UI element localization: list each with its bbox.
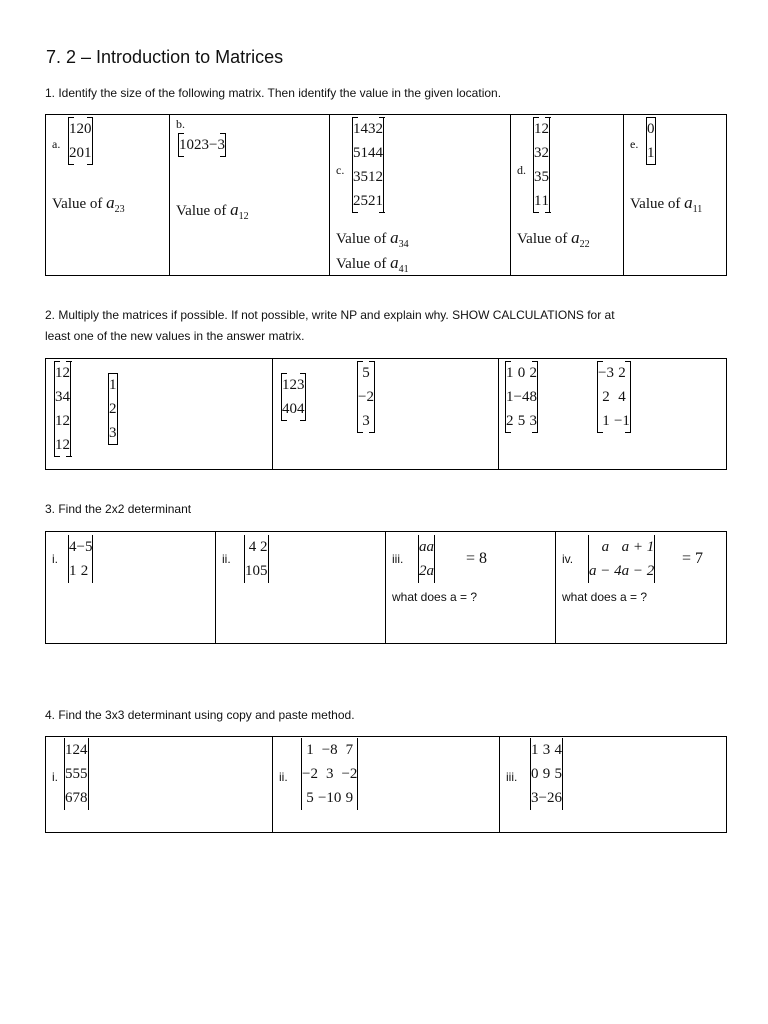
q3-cell-i bbox=[46, 532, 216, 644]
q2p2-left-entry: 2 bbox=[289, 377, 297, 393]
q2p1-left-entry: 1 bbox=[55, 437, 63, 453]
q1c-matrix bbox=[352, 117, 384, 213]
q2p3-right-entry: 2 bbox=[618, 365, 626, 381]
q3iii-det-entry: a bbox=[426, 563, 434, 579]
q1b-matrix-row bbox=[179, 133, 226, 157]
q2p1-left-row bbox=[55, 385, 71, 409]
q1a-label: a. bbox=[52, 137, 61, 151]
q1c-matrix-entry: 1 bbox=[368, 169, 376, 185]
q1a-value-prompt: Value of $a_{23}$ bbox=[52, 193, 125, 215]
question-3-prompt: 3. Find the 2x2 determinant bbox=[45, 502, 192, 516]
q4iii-det-row bbox=[531, 786, 563, 810]
q3i-det-entry: 4 bbox=[69, 539, 77, 555]
q1d-matrix bbox=[533, 117, 550, 213]
q4iii-det-entry: 6 bbox=[554, 790, 562, 806]
q2p3-left-entry: 1 bbox=[506, 389, 514, 405]
q4-cell-i bbox=[46, 737, 273, 833]
q4iii-det-entry: 9 bbox=[542, 766, 551, 782]
q3-cell-ii bbox=[216, 532, 386, 644]
q2p3-left-matrix bbox=[505, 361, 538, 433]
q1a-matrix-entry: 1 bbox=[69, 121, 77, 137]
q3ii-det-row bbox=[245, 559, 269, 583]
q2p2-left-matrix bbox=[281, 373, 306, 421]
q4ii-det-entry: 7 bbox=[345, 742, 354, 758]
q2p1-right-row bbox=[109, 421, 118, 445]
q1d-matrix-row bbox=[534, 189, 550, 213]
q4i-label: i. bbox=[52, 770, 58, 784]
q1-cell-e bbox=[624, 115, 727, 276]
q2p3-left-row bbox=[506, 385, 538, 409]
q2p2-right-entry: −2 bbox=[358, 389, 374, 405]
q1c-label: c. bbox=[336, 163, 345, 177]
q1c-matrix-entry: 4 bbox=[360, 121, 368, 137]
q4iii-determinant bbox=[530, 738, 563, 810]
q1c-matrix-entry: 3 bbox=[353, 169, 361, 185]
question-2-prompt bbox=[45, 305, 725, 347]
q2p2-left-entry: 1 bbox=[282, 377, 290, 393]
q4iii-det-entry: 0 bbox=[531, 766, 539, 782]
q1b-matrix-entry: 3 bbox=[201, 137, 209, 153]
q4i-det-entry: 4 bbox=[80, 742, 88, 758]
q4i-determinant bbox=[64, 738, 89, 810]
q2p2-left-row bbox=[282, 397, 306, 421]
q2p2-right-row bbox=[358, 409, 375, 433]
q1d-matrix-entry: 3 bbox=[534, 145, 542, 161]
q4iii-det-entry: 5 bbox=[554, 766, 562, 782]
q1e-matrix-row bbox=[647, 117, 656, 141]
q2p3-left-entry: 8 bbox=[529, 389, 537, 405]
q4iii-det-entry: −2 bbox=[538, 790, 555, 806]
q3i-det-entry: 1 bbox=[69, 563, 77, 579]
q4ii-det-entry: 3 bbox=[325, 766, 334, 782]
q4iii-det-row bbox=[531, 738, 563, 762]
q3iv-det-row bbox=[589, 535, 655, 559]
q2p3-right-entry: −3 bbox=[598, 365, 614, 381]
q1c-matrix-entry: 1 bbox=[353, 121, 361, 137]
q2p1-left-entry: 1 bbox=[55, 365, 63, 381]
q1c-matrix-row bbox=[353, 117, 384, 141]
q1c-matrix-entry: 3 bbox=[368, 121, 376, 137]
q2p3-left-row bbox=[506, 361, 538, 385]
q2p2-left-entry: 0 bbox=[289, 401, 297, 417]
q3i-determinant bbox=[68, 535, 93, 583]
q3ii-det-row bbox=[245, 535, 269, 559]
q2p1-left-entry: 2 bbox=[62, 413, 70, 429]
q1d-matrix-entry: 1 bbox=[534, 121, 542, 137]
q2p3-right-entry: 4 bbox=[618, 389, 626, 405]
q1d-matrix-entry: 3 bbox=[534, 169, 542, 185]
q2p1-right-row bbox=[109, 397, 118, 421]
q4ii-det-entry: −8 bbox=[321, 742, 338, 758]
q3iii-determinant bbox=[418, 535, 435, 583]
q2p2-right-entry: 5 bbox=[362, 365, 370, 381]
q2p3-right-row bbox=[598, 385, 631, 409]
q1d-label: d. bbox=[517, 163, 526, 177]
q4i-det-entry: 5 bbox=[65, 766, 73, 782]
q1d-matrix-entry: 1 bbox=[541, 193, 549, 209]
q2p3-left-entry: −4 bbox=[513, 389, 530, 405]
q1a-matrix-entry: 0 bbox=[84, 121, 92, 137]
q3i-label: i. bbox=[52, 552, 58, 566]
q2p1-left-entry: 2 bbox=[62, 437, 70, 453]
q2p2-right-row bbox=[358, 385, 375, 409]
q1e-matrix-row bbox=[647, 141, 656, 165]
q1a-matrix-entry: 2 bbox=[69, 145, 77, 161]
q2p3-right-row bbox=[598, 361, 631, 385]
q1d-matrix-entry: 1 bbox=[534, 193, 542, 209]
q2p3-right-matrix bbox=[597, 361, 631, 433]
q4ii-det-entry: −10 bbox=[317, 790, 342, 806]
q3iv-question: what does a = ? bbox=[562, 590, 648, 604]
q1d-matrix-entry: 5 bbox=[541, 169, 549, 185]
q3iv-det-entry: a bbox=[601, 539, 610, 555]
q3i-det-row bbox=[69, 535, 93, 559]
q2p1-left-row bbox=[55, 433, 71, 457]
question-3-table bbox=[45, 531, 727, 644]
q2p3-right-entry: 2 bbox=[602, 389, 610, 405]
q1c-matrix-entry: 2 bbox=[353, 193, 361, 209]
q4iii-det-row bbox=[531, 762, 563, 786]
q2p2-left-entry: 4 bbox=[282, 401, 290, 417]
question-4-table bbox=[45, 736, 727, 833]
q4ii-det-row bbox=[302, 762, 358, 786]
q1-cell-b bbox=[170, 115, 330, 276]
q4i-det-row bbox=[65, 762, 89, 786]
q1a-matrix-entry: 1 bbox=[84, 145, 92, 161]
q3iii-det-entry: a bbox=[426, 539, 434, 555]
q4i-det-entry: 1 bbox=[65, 742, 73, 758]
q1d-matrix-entry: 2 bbox=[541, 121, 549, 137]
q1b-matrix-entry: 1 bbox=[179, 137, 187, 153]
q1e-value-prompt: Value of $a_{11}$ bbox=[630, 193, 703, 215]
q3i-det-entry: 2 bbox=[80, 563, 89, 579]
q4ii-det-entry: −2 bbox=[302, 766, 318, 782]
q2-cell-1 bbox=[46, 359, 273, 470]
q3ii-det-entry: 2 bbox=[260, 539, 268, 555]
q2p3-left-row bbox=[506, 409, 538, 433]
q1a-matrix-row bbox=[69, 117, 93, 141]
q1b-matrix-entry: 0 bbox=[186, 137, 194, 153]
q1d-value-prompt: Value of $a_{22}$ bbox=[517, 228, 590, 250]
q4i-det-entry: 5 bbox=[72, 766, 80, 782]
q1c-matrix-entry: 4 bbox=[375, 145, 383, 161]
q3iv-label: iv. bbox=[562, 552, 574, 566]
q2p3-right-row bbox=[598, 409, 631, 433]
q4iii-det-entry: 1 bbox=[531, 742, 539, 758]
q1d-matrix-row bbox=[534, 141, 550, 165]
q1c-matrix-entry: 4 bbox=[368, 145, 376, 161]
q1-cell-a bbox=[46, 115, 170, 276]
q4iii-det-entry: 3 bbox=[542, 742, 551, 758]
q4ii-label: ii. bbox=[279, 770, 288, 784]
q1a-matrix-row bbox=[69, 141, 93, 165]
q1c-matrix-entry: 2 bbox=[375, 121, 383, 137]
q4iii-det-entry: 3 bbox=[531, 790, 539, 806]
q2p1-right-entry: 2 bbox=[109, 401, 117, 417]
q3ii-det-entry: 10 bbox=[245, 563, 260, 579]
q1c-matrix-entry: 2 bbox=[368, 193, 376, 209]
q3iv-det-entry: a − 4 bbox=[589, 563, 622, 579]
q3iii-det-row bbox=[419, 535, 435, 559]
q3iii-label: iii. bbox=[392, 552, 404, 566]
q2p1-left-entry: 3 bbox=[55, 389, 63, 405]
q1c-matrix-entry: 5 bbox=[353, 145, 361, 161]
q2p3-left-entry: 2 bbox=[529, 365, 537, 381]
q2p2-right-row bbox=[358, 361, 375, 385]
q3iv-det-entry: a + 1 bbox=[621, 539, 655, 555]
q2p1-left-entry: 4 bbox=[62, 389, 70, 405]
q1b-label: b. bbox=[176, 117, 185, 131]
q3iv-det-entry: a − 2 bbox=[621, 563, 655, 579]
q2-cell-2 bbox=[273, 359, 499, 470]
q2p2-right-entry: 3 bbox=[362, 413, 370, 429]
question-4-prompt: 4. Find the 3x3 determinant using copy and paste method. bbox=[45, 708, 355, 722]
q1b-matrix-entry: 2 bbox=[194, 137, 202, 153]
q2-cell-3 bbox=[499, 359, 727, 470]
q1c-matrix-entry: 2 bbox=[375, 169, 383, 185]
question-1-table bbox=[45, 114, 727, 276]
q1d-matrix-row bbox=[534, 165, 550, 189]
q3iii-det-entry: a bbox=[419, 539, 427, 555]
q1a-matrix bbox=[68, 117, 93, 165]
q4i-det-entry: 2 bbox=[72, 742, 80, 758]
q2p2-right-matrix bbox=[357, 361, 375, 433]
q2p1-left-entry: 2 bbox=[62, 365, 70, 381]
q1d-matrix-entry: 2 bbox=[541, 145, 549, 161]
q4-cell-iii bbox=[500, 737, 727, 833]
q4ii-det-row bbox=[302, 738, 358, 762]
q1c-matrix-entry: 1 bbox=[360, 145, 368, 161]
q3iii-equals: = 8 bbox=[466, 550, 488, 567]
q2p3-right-entry: −1 bbox=[613, 413, 630, 429]
q3ii-label: ii. bbox=[222, 552, 231, 566]
q2p1-left-entry: 1 bbox=[55, 413, 63, 429]
q1c-matrix-entry: 5 bbox=[360, 193, 368, 209]
question-2-table bbox=[45, 358, 727, 470]
q2p3-right-entry: 1 bbox=[602, 413, 610, 429]
q3i-det-row bbox=[69, 559, 93, 583]
q2p1-left-matrix bbox=[54, 361, 71, 457]
question-2-prompt-line-2: least one of the new values in the answer matrix. bbox=[45, 329, 305, 343]
q2p3-left-entry: 1 bbox=[506, 365, 514, 381]
q4i-det-entry: 5 bbox=[80, 766, 88, 782]
q2p3-left-entry: 5 bbox=[517, 413, 526, 429]
q2p1-right-entry: 1 bbox=[109, 377, 117, 393]
q2p1-left-row bbox=[55, 409, 71, 433]
q4ii-det-entry: −2 bbox=[341, 766, 358, 782]
q3iii-det-entry: 2 bbox=[419, 563, 427, 579]
q4ii-det-row bbox=[302, 786, 358, 810]
q1a-matrix-entry: 0 bbox=[76, 145, 84, 161]
q4iii-det-entry: 4 bbox=[554, 742, 562, 758]
q4ii-det-entry: 9 bbox=[345, 790, 354, 806]
q4iii-label: iii. bbox=[506, 770, 518, 784]
q1-cell-d bbox=[511, 115, 624, 276]
q2p3-left-entry: 3 bbox=[529, 413, 537, 429]
q2p3-left-entry: 2 bbox=[506, 413, 514, 429]
page-title: 7. 2 – Introduction to Matrices bbox=[46, 47, 284, 67]
q4ii-det-entry: 5 bbox=[306, 790, 314, 806]
q1b-matrix bbox=[178, 133, 226, 157]
q1e-matrix-entry: 0 bbox=[647, 121, 655, 137]
q4i-det-entry: 6 bbox=[65, 790, 73, 806]
q4i-det-row bbox=[65, 738, 89, 762]
q1b-value-prompt: Value of $a_{12}$ bbox=[176, 200, 249, 222]
q3iv-equals: = 7 bbox=[682, 550, 704, 567]
q1c-matrix-row bbox=[353, 165, 384, 189]
q1e-matrix-entry: 1 bbox=[647, 145, 655, 161]
q2p3-left-entry: 0 bbox=[517, 365, 526, 381]
q3ii-det-entry: 4 bbox=[248, 539, 257, 555]
q2p1-right-entry: 3 bbox=[109, 425, 117, 441]
q1b-matrix-entry: −3 bbox=[209, 137, 225, 153]
q4ii-determinant bbox=[301, 738, 358, 810]
q4i-det-row bbox=[65, 786, 89, 810]
q1c-value-prompt-2: Value of $a_{41}$ bbox=[336, 253, 409, 275]
q1a-matrix-entry: 2 bbox=[76, 121, 84, 137]
q1d-matrix-row bbox=[534, 117, 550, 141]
q3ii-determinant bbox=[244, 535, 269, 583]
q4i-det-entry: 8 bbox=[80, 790, 88, 806]
q1e-label: e. bbox=[630, 137, 639, 151]
q1c-value-prompt-1: Value of $a_{34}$ bbox=[336, 228, 409, 250]
q1c-matrix-row bbox=[353, 189, 384, 213]
q4ii-det-entry: 1 bbox=[306, 742, 314, 758]
q2p2-left-entry: 4 bbox=[297, 401, 305, 417]
question-2-prompt-line-1: 2. Multiply the matrices if possible. If not possible, write NP and explain why. SHOW CALCULATIONS for at bbox=[45, 308, 615, 322]
q3i-det-entry: −5 bbox=[76, 539, 93, 555]
q1c-matrix-entry: 1 bbox=[375, 193, 383, 209]
q3iii-question: what does a = ? bbox=[392, 590, 478, 604]
q1c-matrix-entry: 5 bbox=[360, 169, 368, 185]
q1c-matrix-row bbox=[353, 141, 384, 165]
q2p2-left-row bbox=[282, 373, 306, 397]
q2p1-right-matrix bbox=[108, 373, 118, 445]
q2p2-left-entry: 3 bbox=[297, 377, 305, 393]
q3ii-det-entry: 5 bbox=[260, 563, 268, 579]
q3-cell-iii bbox=[386, 532, 556, 644]
q2p1-right-row bbox=[109, 373, 118, 397]
q1e-matrix bbox=[646, 117, 656, 165]
q1-cell-c bbox=[330, 115, 511, 276]
q3iii-det-row bbox=[419, 559, 435, 583]
q4i-det-entry: 7 bbox=[72, 790, 80, 806]
q4-cell-ii bbox=[273, 737, 500, 833]
q3iv-det-row bbox=[589, 559, 655, 583]
q2p1-left-row bbox=[55, 361, 71, 385]
q3iv-determinant bbox=[588, 535, 655, 583]
q3-cell-iv bbox=[556, 532, 727, 644]
question-1-prompt: 1. Identify the size of the following matrix. Then identify the value in the given location. bbox=[45, 86, 502, 100]
